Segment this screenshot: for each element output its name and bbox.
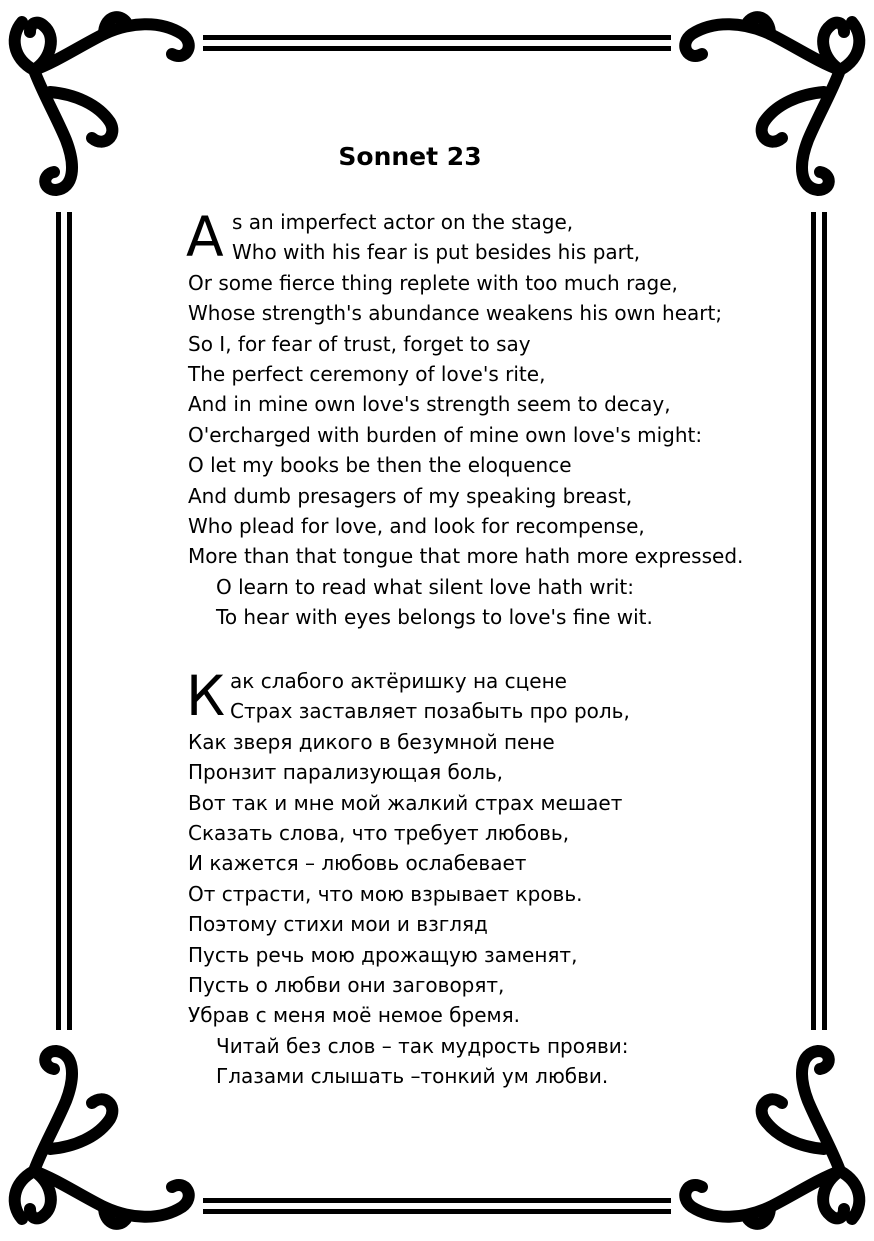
russian-drop-cap: К	[186, 664, 226, 728]
english-couplet-line: To hear with eyes belongs to love's fine wit.	[216, 605, 653, 630]
russian-couplet-line: Глазами слышать –тонкий ум любви.	[216, 1064, 609, 1089]
english-sonnet	[188, 207, 828, 632]
russian-line: Пусть о любви они заговорят,	[188, 972, 505, 997]
russian-line: Как зверя дикого в безумной пене	[188, 729, 555, 754]
english-line: Who plead for love, and look for recompense,	[188, 513, 645, 538]
english-line-1-text: s an imperfect actor on the stage,	[232, 210, 574, 234]
english-line: The perfect ceremony of love's rite,	[188, 361, 546, 386]
english-line: More than that tongue that more hath more expressed.	[188, 544, 744, 569]
english-line: And dumb presagers of my speaking breast,	[188, 483, 633, 508]
english-drop-cap: A	[186, 205, 224, 269]
english-line: So I, for fear of trust, forget to say	[188, 331, 531, 356]
poem-title: Sonnet 23	[338, 142, 482, 171]
russian-line: Вот так и мне мой жалкий страх мешает	[188, 790, 623, 815]
russian-line: Поэтому стихи мои и взгляд	[188, 912, 488, 937]
russian-line-2: Страх заставляет позабыть про роль,	[230, 699, 630, 724]
russian-sonnet	[188, 666, 828, 1091]
english-line: O let my books be then the eloquence	[188, 453, 572, 478]
russian-line: Пронзит парализующая боль,	[188, 760, 504, 785]
english-line: Or some fierce thing replete with too much rage,	[188, 270, 678, 295]
english-line: O'ercharged with burden of mine own love's might:	[188, 422, 703, 447]
russian-line: Пусть речь мою дрожащую заменят,	[188, 942, 578, 967]
english-line-2: Who with his fear is put besides his part,	[232, 240, 641, 265]
russian-line: От страсти, что мою взрывает кровь.	[188, 881, 583, 906]
corner-flourish-bottom-left	[15, 1051, 189, 1224]
russian-line: Сказать слова, что требует любовь,	[188, 820, 570, 845]
russian-line-1-text: ак слабого актёришку на сцене	[230, 669, 567, 693]
english-line: Whose strength's abundance weakens his own heart;	[188, 301, 723, 326]
english-couplet-line: O learn to read what silent love hath writ:	[216, 574, 634, 599]
russian-line: Убрав с меня моё немое бремя.	[188, 1003, 520, 1028]
russian-couplet-line: Читай без слов – так мудрость прояви:	[216, 1033, 629, 1058]
russian-line: И кажется – любовь ослабевает	[188, 851, 527, 876]
english-line: And in mine own love's strength seem to decay,	[188, 392, 671, 417]
